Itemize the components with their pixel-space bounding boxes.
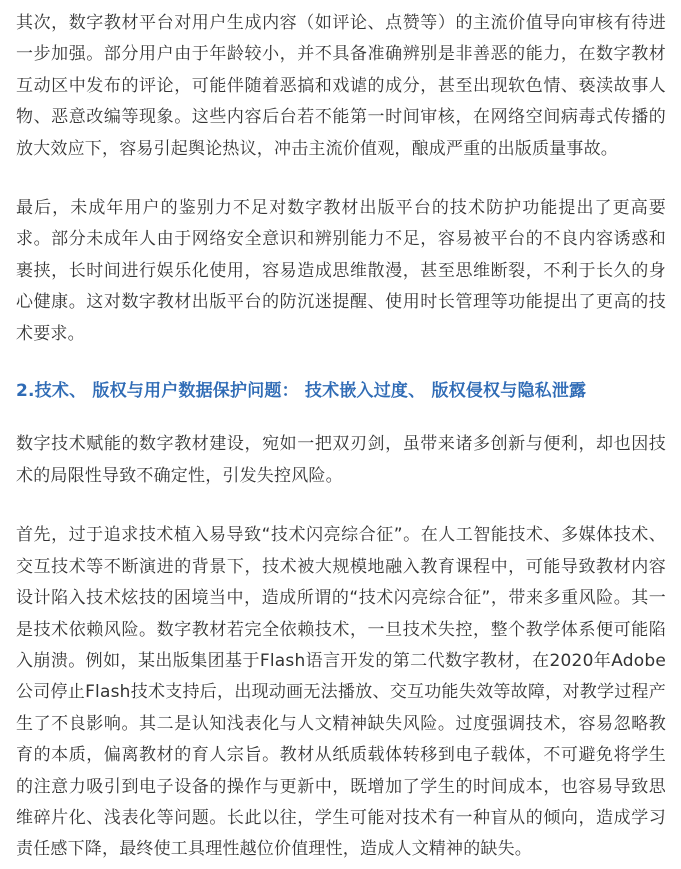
section-heading: 2.技术、 版权与用户数据保护问题： 技术嵌入过度、 版权侵权与隐私泄露 [16, 381, 587, 402]
article-body [16, 8, 666, 866]
paragraph-finally-minor-protection: 最后，未成年用户的鉴别力不足对数字教材出版平台的技术防护功能提出了更高要求。部分未成年人由于网络安全意识和辨别能力不足，容易被平台的不良内容诱惑和裹挟，长时间进行娱乐化使用，容易造成思维散漫，甚至思维断裂，不利于长久的身心健康。这对数字教材出版平台的防沉迷提醒、使用时长管理等功能提出了更高的技术要求。 [16, 198, 666, 344]
paragraph-secondly-ugc-review: 其次，数字教材平台对用户生成内容（如评论、点赞等）的主流价值导向审核有待进一步加强。部分用户由于年龄较小，并不具备准确辨别是非善恶的能力，在数字教材互动区中发布的评论，可能伴随着恶搞和戏谑的成分，甚至出现软色情、亵渎故事人物、恶意改编等现象。这些内容后台若不能第一时间审核，在网络空间病毒式传播的放大效应下，容易引起舆论热议，冲击主流价值观，酿成严重的出版质量事故。 [16, 13, 666, 159]
paragraph-first-tech-shiny-syndrome: 首先，过于追求技术植入易导致“技术闪亮综合征”。在人工智能技术、多媒体技术、交互技术等不断演进的背景下，技术被大规模地融入教育课程中，可能导致教材内容设计陷入技术炫技的困境当中，造成所谓的“技术闪亮综合征”，带来多重风险。其一是技术依赖风险。数字教材若完全依赖技术，一旦技术失控，整个教学体系便可能陷入崩溃。例如，某出版集团基于Flash语言开发的第二代数字教材，在2020年Adobe公司停止Flash技术支持后，出现动画无法播放、交互功能失效等故障，对教学过程产生了不良影响。其二是认知浅表化与人文精神缺失风险。过度强调技术，容易忽略教育的本质，偏离教材的育人宗旨。教材从纸质载体转移到电子载体，不可避免将学生的注意力吸引到电子设备的操作与更新中，既增加了学生的时间成本，也容易导致思维碎片化、浅表化等问题。长此以往，学生可能对技术有一种盲从的倾向，造成学习责任感下降，最终使工具理性越位价值理性，造成人文精神的缺失。 [16, 525, 666, 860]
paragraph-double-edged-sword: 数字技术赋能的数字教材建设，宛如一把双刃剑，虽带来诸多创新与便利，却也因技术的局限性导致不确定性，引发失控风险。 [16, 434, 666, 486]
